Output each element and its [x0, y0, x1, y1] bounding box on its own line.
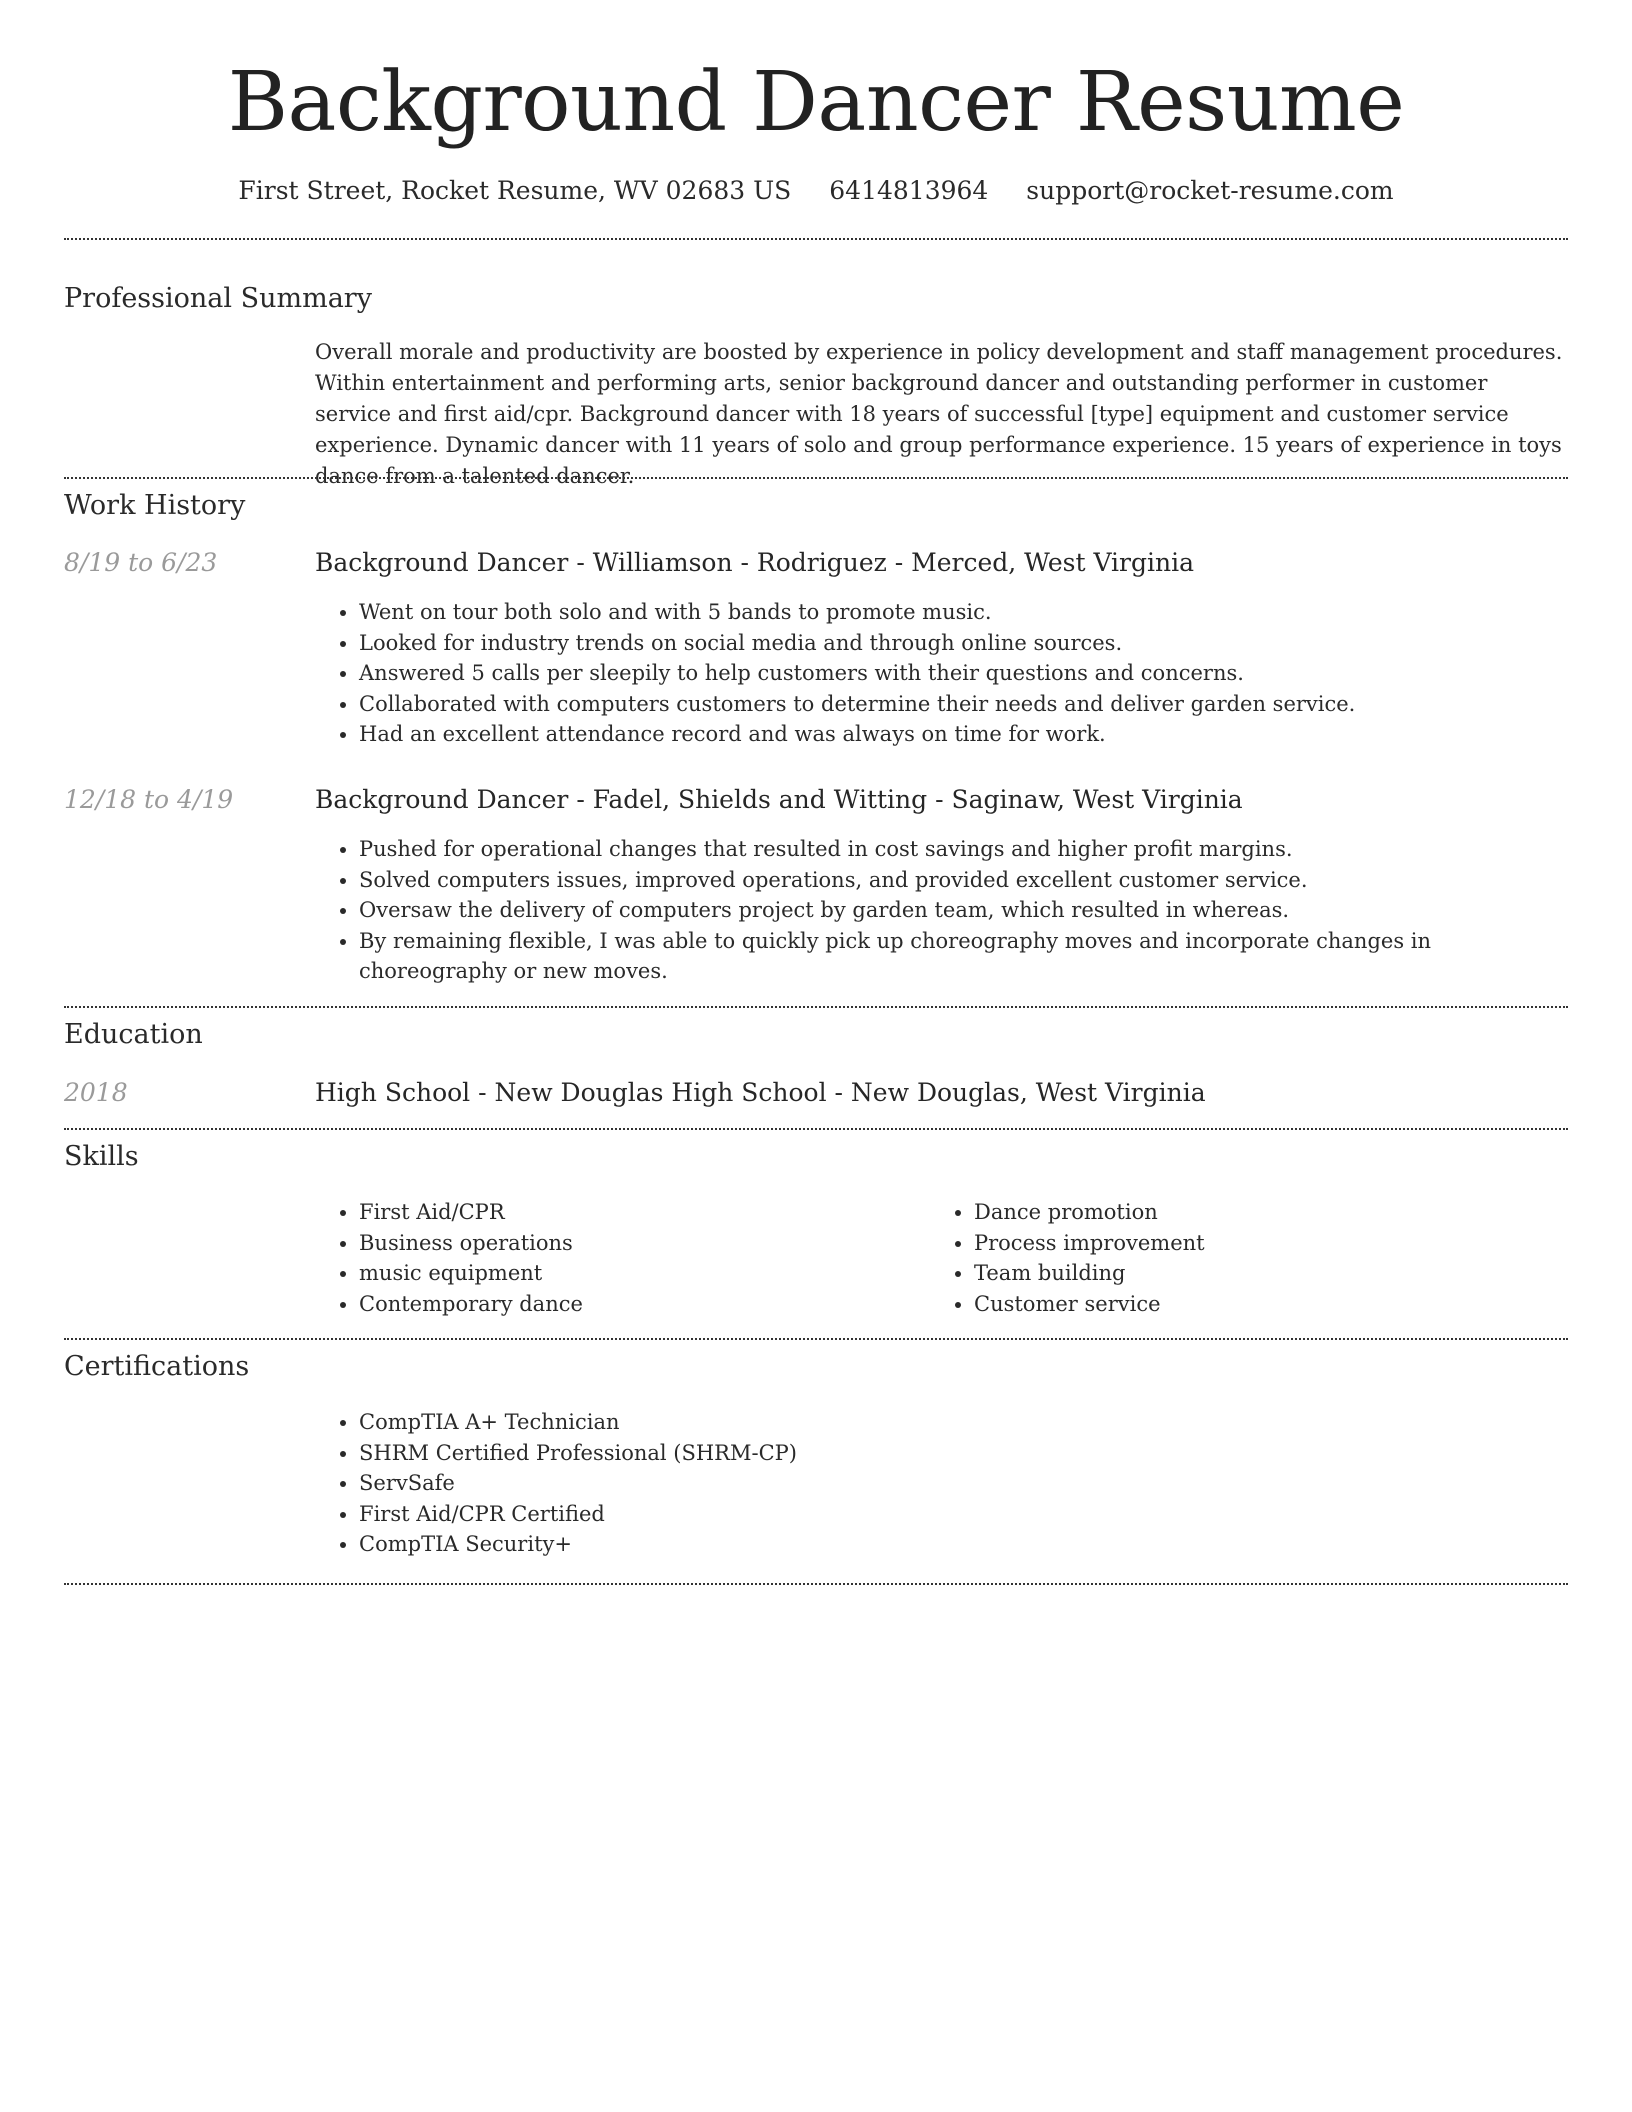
- job-title: Background Dancer - Fadel, Shields and Witting - Saginaw, West Virginia: [315, 785, 1243, 814]
- list-item: • Process improvement: [974, 1228, 1530, 1259]
- section-heading-summary: Professional Summary: [64, 283, 372, 314]
- job-dates: 8/19 to 6/23: [64, 548, 218, 577]
- list-item: • Dance promotion: [974, 1197, 1530, 1228]
- list-item: • By remaining flexible, I was able to quickly pick up choreography moves and incorporate changes in choreography or new moves.: [359, 926, 1568, 987]
- list-item: • Went on tour both solo and with 5 bands to promote music.: [359, 597, 1568, 628]
- contact-email: support@rocket-resume.com: [1026, 176, 1394, 205]
- divider: [64, 1338, 1568, 1340]
- job-bullets: [315, 834, 1568, 987]
- list-item: • Business operations: [359, 1228, 915, 1259]
- section-heading-work-history: Work History: [64, 490, 246, 521]
- summary-text: Overall morale and productivity are boosted by experience in policy development and staff management procedures. Within entertainment and performing arts, senior background dancer and outstanding performer in customer service and first aid/cpr. Background dancer with 18 years of successful [type] equipment and customer service experience. Dynamic dancer with 11 years of solo and group performance experience. 15 years of experience in toys dance from a talented dancer.: [315, 340, 1563, 488]
- divider: [64, 1006, 1568, 1008]
- list-item: • Collaborated with computers customers to determine their needs and deliver garden service.: [359, 689, 1568, 720]
- list-item: • ServSafe: [359, 1468, 1568, 1499]
- list-item: • First Aid/CPR Certified: [359, 1499, 1568, 1530]
- education-school: - New Douglas High School - New Douglas, West Virginia: [470, 1078, 1206, 1107]
- list-item: • CompTIA Security+: [359, 1529, 1568, 1560]
- list-item: • Contemporary dance: [359, 1289, 915, 1320]
- resume-page: [64, 0, 1568, 1556]
- list-item: • CompTIA A+ Technician: [359, 1407, 1568, 1438]
- list-item: • SHRM Certified Professional (SHRM-CP): [359, 1438, 1568, 1469]
- list-item: • Customer service: [974, 1289, 1530, 1320]
- education-degree: High School: [315, 1078, 471, 1107]
- certifications-list: [315, 1407, 1568, 1560]
- divider: [64, 1128, 1568, 1130]
- list-item: • Team building: [974, 1258, 1530, 1289]
- list-item: • music equipment: [359, 1258, 915, 1289]
- skills-left-list: [315, 1197, 915, 1319]
- list-item: • Answered 5 calls per sleepily to help customers with their questions and concerns.: [359, 658, 1568, 689]
- job-title: Background Dancer - Williamson - Rodriguez - Merced, West Virginia: [315, 548, 1195, 577]
- section-heading-education: Education: [64, 1019, 203, 1050]
- contact-phone: 6414813964: [829, 176, 989, 205]
- divider: [64, 238, 1568, 240]
- job-bullets: [315, 597, 1568, 750]
- contact-line: [64, 178, 1568, 203]
- list-item: • Pushed for operational changes that resulted in cost savings and higher profit margins.: [359, 834, 1568, 865]
- list-item: • Solved computers issues, improved operations, and provided excellent customer service.: [359, 865, 1568, 896]
- contact-address: First Street, Rocket Resume, WV 02683 US: [238, 176, 792, 205]
- job-dates: 12/18 to 4/19: [64, 785, 234, 814]
- list-item: • Looked for industry trends on social media and through online sources.: [359, 628, 1568, 659]
- education-entry: [315, 1080, 1568, 1105]
- list-item: • Oversaw the delivery of computers project by garden team, which resulted in whereas.: [359, 895, 1568, 926]
- education-date: 2018: [64, 1078, 128, 1107]
- divider: [64, 477, 1568, 479]
- skills-right-list: [930, 1197, 1530, 1319]
- section-heading-skills: Skills: [64, 1141, 139, 1172]
- section-heading-certifications: Certifications: [64, 1351, 250, 1382]
- list-item: • Had an excellent attendance record and was always on time for work.: [359, 719, 1568, 750]
- resume-title: Background Dancer Resume: [227, 55, 1405, 150]
- divider: [64, 1583, 1568, 1585]
- list-item: • First Aid/CPR: [359, 1197, 915, 1228]
